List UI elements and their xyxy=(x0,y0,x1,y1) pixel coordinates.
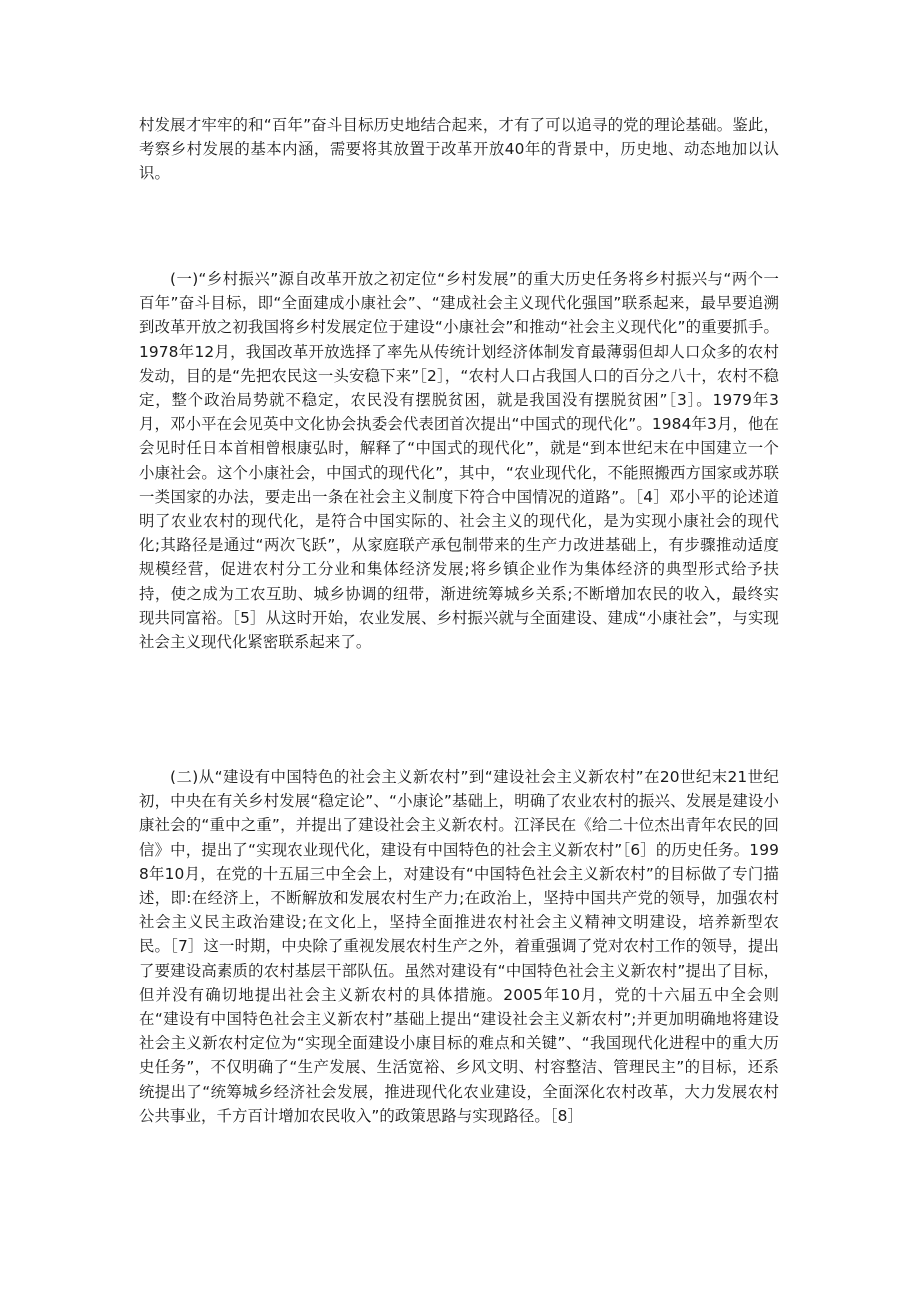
paragraph-intro-continuation: 村发展才牢牢的和“百年”奋斗目标历史地结合起来，才有了可以追寻的党的理论基础。鉴此，考察乡村发展的基本内涵，需要将其放置于改革开放40年的背景中，历史地、动态地加以认识。 xyxy=(139,116,779,183)
paragraph-section-2: (二)从“建设有中国特色的社会主义新农村”到“建设社会主义新农村”在20世纪末21世纪初，中央在有关乡村发展“稳定论”、“小康论”基础上，明确了农业农村的振兴、发展是建设小康社会的“重中之重”，并提出了建设社会主义新农村。江泽民在《给二十位杰出青年农民的回信》中，提出了“实现农业现代化，建设有中国特色的社会主义新农村”［6］的历史任务。1998年10月，在党的十五届三中全会上，对建设有“中国特色社会主义新农村”的目标做了专门描述，即:在经济上，不断解放和发展农村生产力;在政治上，坚持中国共产党的领导，加强农村社会主义民主政治建设;在文化上，坚持全面推进农村社会主义精神文明建设，培养新型农民。［7］这一时期，中央除了重视发展农村生产之外，着重强调了党对农村工作的领导，提出了要建设高素质的农村基层干部队伍。虽然对建设有“中国特色社会主义新农村”提出了目标，但并没有确切地提出社会主义新农村的具体措施。2005年10月，党的十六届五中全会则在“建设有中国特色社会主义新农村”基础上提出“建设社会主义新农村”;并更加明确地将建设社会主义新农村定位为“实现全面建设小康目标的难点和关键”、“我国现代化进程中的重大历史任务”，不仅明确了“生产发展、生活宽裕、乡风文明、村容整洁、管理民主”的目标，还系统提出了“统筹城乡经济社会发展，推进现代化农业建设，全面深化农村改革，大力发展农村公共事业，千方百计增加农民收入”的政策思路与实现路径。［8］ xyxy=(139,768,779,1125)
paragraph-section-1: (一)“乡村振兴”源自改革开放之初定位“乡村发展”的重大历史任务将乡村振兴与“两个一百年”奋斗目标，即“全面建成小康社会”、“建成社会主义现代化强国”联系起来，最早要追溯到改革开放之初我国将乡村发展定位于建设“小康社会”和推动“社会主义现代化”的重要抓手。1978年12月，我国改革开放选择了率先从传统计划经济体制发育最薄弱但却人口众多的农村发动，目的是“先把农民这一头安稳下来”［2］，“农村人口占我国人口的百分之八十，农村不稳定，整个政治局势就不稳定，农民没有摆脱贫困，就是我国没有摆脱贫困”［3］。1979年3月，邓小平在会见英中文化协会执委会代表团首次提出“中国式的现代化”。1984年3月，他在会见时任日本首相曾根康弘时，解释了“中国式的现代化”，就是“到本世纪末在中国建立一个小康社会。这个小康社会，中国式的现代化”，其中，“农业现代化，不能照搬西方国家或苏联一类国家的办法，要走出一条在社会主义制度下符合中国情况的道路”。［4］邓小平的论述道明了农业农村的现代化，是符合中国实际的、社会主义的现代化，是为实现小康社会的现代化;其路径是通过“两次飞跃”，从家庭联产承包制带来的生产力改进基础上，有步骤推动适度规模经营，促进农村分工分业和集体经济发展;将乡镇企业作为集体经济的典型形式给予扶持，使之成为工农互助、城乡协调的纽带，渐进统筹城乡关系;不断增加农民的收入，最终实现共同富裕。［5］从这时开始，农业发展、乡村振兴就与全面建设、建成“小康社会”，与实现社会主义现代化紧密联系起来了。 xyxy=(139,270,779,652)
